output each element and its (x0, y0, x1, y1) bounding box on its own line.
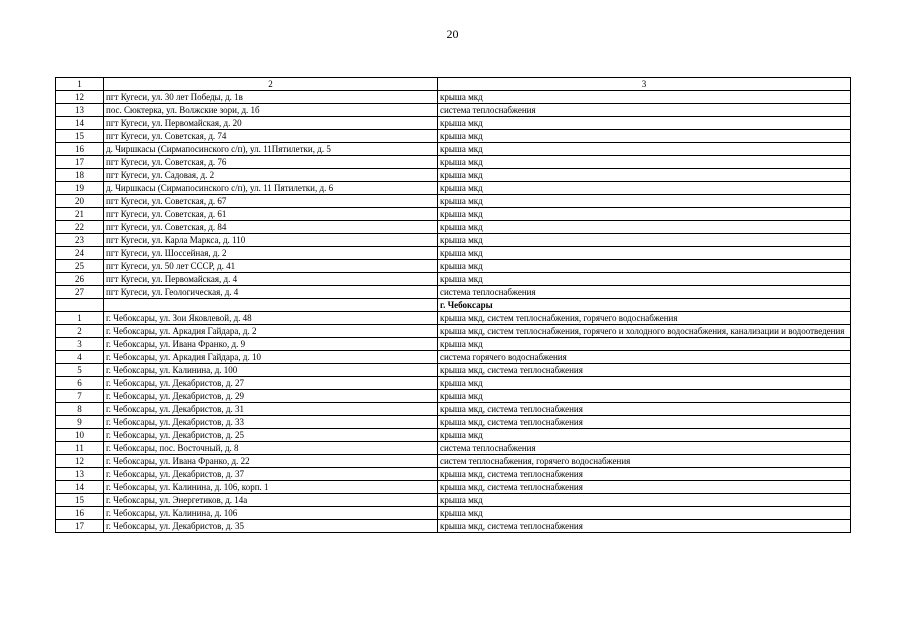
row-number: 14 (56, 117, 104, 130)
repair-list-table (55, 77, 851, 533)
row-address: г. Чебоксары, ул. Калинина, д. 106, корп. 1 (104, 481, 438, 494)
table-header-row (56, 78, 851, 91)
row-number: 15 (56, 494, 104, 507)
row-address: г. Чебоксары, ул. Декабристов, д. 25 (104, 429, 438, 442)
row-number: 15 (56, 130, 104, 143)
header-col-1: 1 (56, 78, 104, 91)
row-work-type: система горячего водоснабжения (438, 351, 851, 364)
row-work-type: крыша мкд (438, 429, 851, 442)
row-number: 9 (56, 416, 104, 429)
table-row (56, 325, 851, 338)
row-work-type: крыша мкд (438, 260, 851, 273)
row-number: 17 (56, 156, 104, 169)
table-row (56, 273, 851, 286)
table-row (56, 494, 851, 507)
row-address: пгт Кугеси, ул. Советская, д. 74 (104, 130, 438, 143)
row-number: 26 (56, 273, 104, 286)
table-row (56, 468, 851, 481)
section-row (56, 299, 851, 312)
row-work-type: крыша мкд, система теплоснабжения (438, 403, 851, 416)
row-work-type: крыша мкд, систем теплоснабжения, горячего и холодного водоснабжения, канализации и водоотведения (438, 325, 851, 338)
row-number: 22 (56, 221, 104, 234)
table-row (56, 117, 851, 130)
row-number: 5 (56, 364, 104, 377)
row-number: 3 (56, 338, 104, 351)
table-row (56, 338, 851, 351)
table-row (56, 455, 851, 468)
row-address: пгт Кугеси, ул. Первомайская, д. 20 (104, 117, 438, 130)
row-number: 16 (56, 143, 104, 156)
row-work-type: крыша мкд (438, 143, 851, 156)
row-address: г. Чебоксары, ул. Калинина, д. 100 (104, 364, 438, 377)
row-number: 24 (56, 247, 104, 260)
row-work-type: крыша мкд (438, 234, 851, 247)
row-number: 18 (56, 169, 104, 182)
row-work-type: система теплоснабжения (438, 442, 851, 455)
row-number: 13 (56, 468, 104, 481)
row-number: 17 (56, 520, 104, 533)
row-number: 4 (56, 351, 104, 364)
table-row (56, 520, 851, 533)
table-row (56, 91, 851, 104)
table-row (56, 507, 851, 520)
row-address: пгт Кугеси, ул. Первомайская, д. 4 (104, 273, 438, 286)
row-address: пгт Кугеси, ул. Садовая, д. 2 (104, 169, 438, 182)
row-work-type: крыша мкд (438, 494, 851, 507)
table-row (56, 442, 851, 455)
table-row (56, 221, 851, 234)
row-address: г. Чебоксары, ул. Декабристов, д. 35 (104, 520, 438, 533)
row-number: 16 (56, 507, 104, 520)
row-number: 2 (56, 325, 104, 338)
row-address: пгт Кугеси, ул. Советская, д. 61 (104, 208, 438, 221)
row-number: 19 (56, 182, 104, 195)
table-row (56, 390, 851, 403)
row-address: пос. Сюктерка, ул. Волжские зори, д. 1б (104, 104, 438, 117)
row-address: г. Чебоксары, ул. Ивана Франко, д. 9 (104, 338, 438, 351)
row-number: 14 (56, 481, 104, 494)
row-number: 21 (56, 208, 104, 221)
row-number: 25 (56, 260, 104, 273)
table-row (56, 403, 851, 416)
table-row (56, 169, 851, 182)
table-row (56, 130, 851, 143)
table-row (56, 260, 851, 273)
row-number: 7 (56, 390, 104, 403)
row-address: пгт Кугеси, ул. Советская, д. 67 (104, 195, 438, 208)
header-col-2: 2 (104, 78, 438, 91)
row-work-type: крыша мкд (438, 390, 851, 403)
row-work-type: крыша мкд, система теплоснабжения (438, 481, 851, 494)
row-work-type: крыша мкд (438, 169, 851, 182)
row-work-type: крыша мкд (438, 273, 851, 286)
table-row (56, 208, 851, 221)
table-row (56, 416, 851, 429)
row-work-type: система теплоснабжения (438, 286, 851, 299)
row-number: 11 (56, 442, 104, 455)
row-number: 12 (56, 91, 104, 104)
section-empty-cell (104, 299, 438, 312)
row-address: пгт Кугеси, ул. 50 лет СССР, д. 41 (104, 260, 438, 273)
row-address: г. Чебоксары, ул. Декабристов, д. 33 (104, 416, 438, 429)
row-address: г. Чебоксары, ул. Зои Яковлевой, д. 48 (104, 312, 438, 325)
row-work-type: крыша мкд (438, 182, 851, 195)
row-address: г. Чебоксары, ул. Энергетиков, д. 14а (104, 494, 438, 507)
table-row (56, 247, 851, 260)
row-address: г. Чебоксары, ул. Аркадия Гайдара, д. 2 (104, 325, 438, 338)
row-work-type: крыша мкд (438, 195, 851, 208)
row-address: пгт Кугеси, ул. Геологическая, д. 4 (104, 286, 438, 299)
row-work-type: крыша мкд (438, 208, 851, 221)
row-work-type: крыша мкд (438, 221, 851, 234)
row-address: г. Чебоксары, ул. Декабристов, д. 27 (104, 377, 438, 390)
row-work-type: крыша мкд (438, 377, 851, 390)
row-address: г. Чебоксары, ул. Декабристов, д. 29 (104, 390, 438, 403)
table-row (56, 312, 851, 325)
row-work-type: крыша мкд (438, 117, 851, 130)
row-work-type: систем теплоснабжения, горячего водоснабжения (438, 455, 851, 468)
table-row (56, 351, 851, 364)
table-row (56, 195, 851, 208)
row-work-type: крыша мкд (438, 247, 851, 260)
table-row (56, 377, 851, 390)
row-number: 8 (56, 403, 104, 416)
row-address: г. Чебоксары, пос. Восточный, д. 8 (104, 442, 438, 455)
section-title: г. Чебоксары (438, 299, 851, 312)
row-number: 13 (56, 104, 104, 117)
table-row (56, 481, 851, 494)
row-number: 27 (56, 286, 104, 299)
row-number: 20 (56, 195, 104, 208)
row-address: пгт Кугеси, ул. 30 лет Победы, д. 1в (104, 91, 438, 104)
row-address: д. Чиршкасы (Сирмапосинского с/п), ул. 11 Пятилетки, д. 6 (104, 182, 438, 195)
row-address: пгт Кугеси, ул. Советская, д. 76 (104, 156, 438, 169)
row-work-type: крыша мкд, система теплоснабжения (438, 416, 851, 429)
row-work-type: крыша мкд (438, 507, 851, 520)
table-row (56, 156, 851, 169)
row-work-type: крыша мкд (438, 91, 851, 104)
table-row (56, 286, 851, 299)
row-address: пгт Кугеси, ул. Советская, д. 84 (104, 221, 438, 234)
row-number: 23 (56, 234, 104, 247)
header-col-3: 3 (438, 78, 851, 91)
table-row (56, 364, 851, 377)
row-work-type: крыша мкд, систем теплоснабжения, горячего водоснабжения (438, 312, 851, 325)
row-work-type: крыша мкд (438, 130, 851, 143)
row-work-type: крыша мкд, система теплоснабжения (438, 364, 851, 377)
row-address: г. Чебоксары, ул. Калинина, д. 106 (104, 507, 438, 520)
row-address: д. Чиршкасы (Сирмапосинского с/п), ул. 11Пятилетки, д. 5 (104, 143, 438, 156)
table-row (56, 104, 851, 117)
section-empty-cell (56, 299, 104, 312)
table-row (56, 143, 851, 156)
row-work-type: крыша мкд (438, 156, 851, 169)
row-address: г. Чебоксары, ул. Декабристов, д. 31 (104, 403, 438, 416)
row-address: г. Чебоксары, ул. Декабристов, д. 37 (104, 468, 438, 481)
table-row (56, 234, 851, 247)
row-work-type: крыша мкд (438, 338, 851, 351)
row-work-type: система теплоснабжения (438, 104, 851, 117)
row-number: 12 (56, 455, 104, 468)
row-address: пгт Кугеси, ул. Шоссейная, д. 2 (104, 247, 438, 260)
row-address: г. Чебоксары, ул. Аркадия Гайдара, д. 10 (104, 351, 438, 364)
row-number: 10 (56, 429, 104, 442)
row-address: пгт Кугеси, ул. Карла Маркса, д. 110 (104, 234, 438, 247)
row-work-type: крыша мкд, система теплоснабжения (438, 520, 851, 533)
row-address: г. Чебоксары, ул. Ивана Франко, д. 22 (104, 455, 438, 468)
page-number: 20 (446, 27, 459, 41)
table-row (56, 182, 851, 195)
row-number: 6 (56, 377, 104, 390)
row-number: 1 (56, 312, 104, 325)
row-work-type: крыша мкд, система теплоснабжения (438, 468, 851, 481)
table-row (56, 429, 851, 442)
